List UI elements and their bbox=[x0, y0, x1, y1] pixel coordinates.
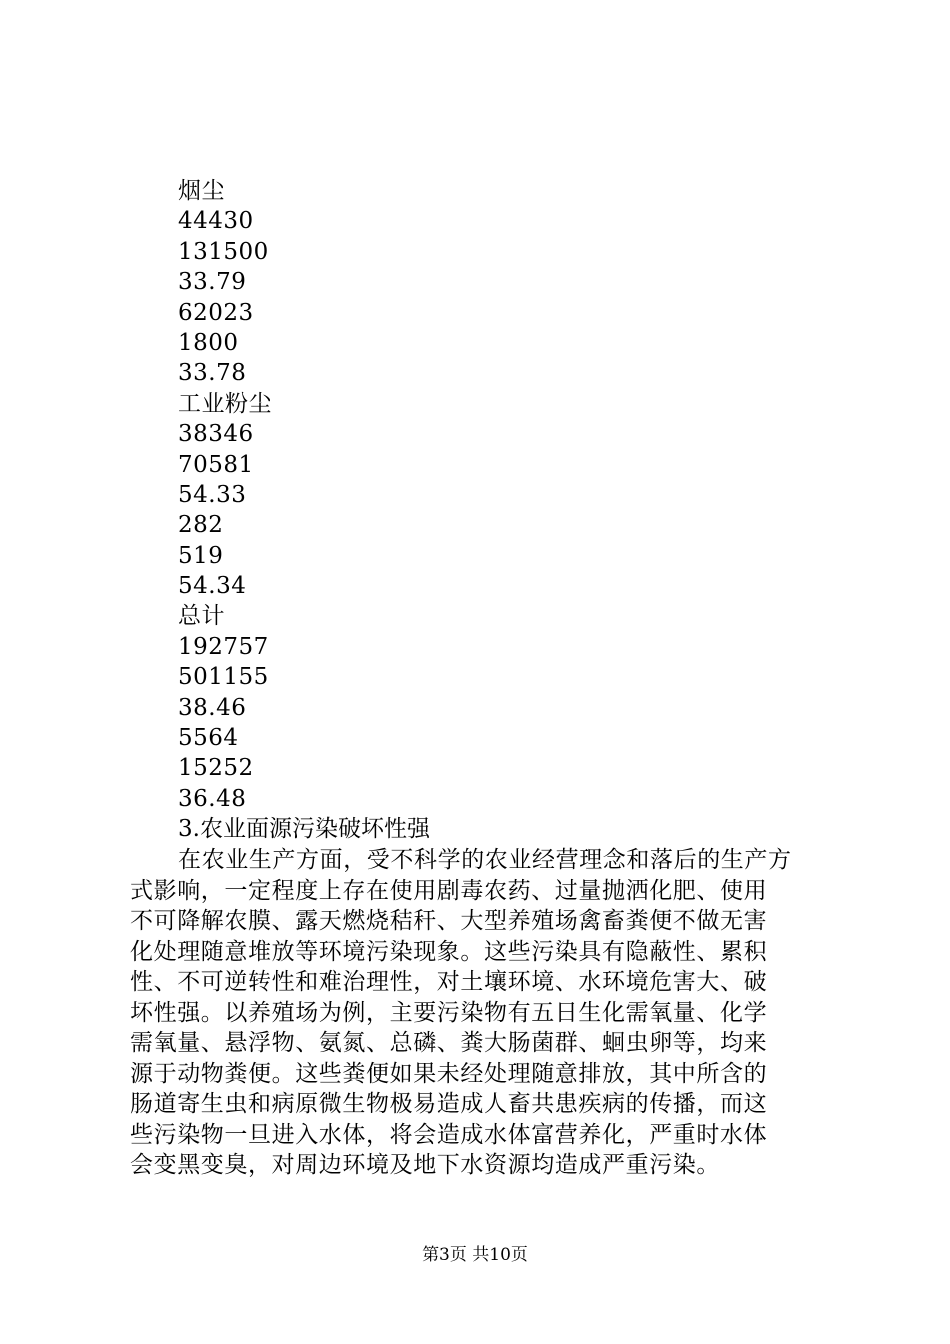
list-item: 192757 bbox=[178, 633, 269, 660]
list-item: 282 bbox=[178, 512, 224, 539]
table-values-list bbox=[178, 176, 838, 845]
list-item: 38346 bbox=[178, 421, 254, 448]
paragraph-line: 性、不可逆转性和难治理性，对土壤环境、水环境危害大、破 bbox=[130, 969, 768, 995]
paragraph-line: 源于动物粪便。这些粪便如果未经处理随意排放，其中所含的 bbox=[130, 1060, 768, 1087]
page-footer: 第3页 共10页 bbox=[422, 1245, 528, 1265]
paragraph-line: 化处理随意堆放等环境污染现象。这些污染具有隐蔽性、累积 bbox=[130, 938, 768, 965]
paragraph-line: 些污染物一旦进入水体，将会造成水体富营养化，严重时水体 bbox=[130, 1121, 768, 1148]
body-paragraph bbox=[130, 845, 830, 1181]
list-item: 38.46 bbox=[178, 694, 247, 721]
list-item: 44430 bbox=[178, 208, 254, 235]
list-item: 5564 bbox=[178, 725, 239, 752]
paragraph-line: 不可降解农膜、露天燃烧秸秆、大型养殖场禽畜粪便不做无害 bbox=[130, 908, 768, 934]
list-item: 519 bbox=[178, 542, 224, 569]
list-item: 36.48 bbox=[178, 785, 247, 812]
list-item: 工业粉尘 bbox=[178, 390, 272, 417]
paragraph-line: 需氧量、悬浮物、氨氮、总磷、粪大肠菌群、蛔虫卵等，均来 bbox=[130, 1030, 768, 1056]
list-item: 烟尘 bbox=[178, 178, 225, 204]
paragraph-line: 会变黑变臭，对周边环境及地下水资源均造成严重污染。 bbox=[130, 1152, 720, 1178]
list-item: 总计 bbox=[178, 603, 225, 630]
paragraph-line: 肠道寄生虫和病原微生物极易造成人畜共患疾病的传播，而这 bbox=[130, 1091, 768, 1117]
paragraph-line: 式影响，一定程度上存在使用剧毒农药、过量抛洒化肥、使用 bbox=[130, 877, 768, 904]
list-item: 54.33 bbox=[178, 481, 247, 508]
list-item: 62023 bbox=[178, 299, 254, 326]
section-heading: 3.农业面源污染破坏性强 bbox=[178, 816, 430, 843]
list-item: 33.78 bbox=[178, 360, 247, 387]
list-item: 70581 bbox=[178, 451, 254, 478]
list-item: 33.79 bbox=[178, 269, 247, 296]
paragraph-line: 坏性强。以养殖场为例，主要污染物有五日生化需氧量、化学 bbox=[130, 999, 768, 1026]
list-item: 15252 bbox=[178, 755, 254, 782]
list-item: 54.34 bbox=[178, 573, 247, 600]
list-item: 1800 bbox=[178, 329, 239, 356]
paragraph-line: 在农业生产方面，受不科学的农业经营理念和落后的生产方 bbox=[178, 847, 792, 873]
list-item: 501155 bbox=[178, 664, 269, 691]
list-item: 131500 bbox=[178, 238, 269, 265]
